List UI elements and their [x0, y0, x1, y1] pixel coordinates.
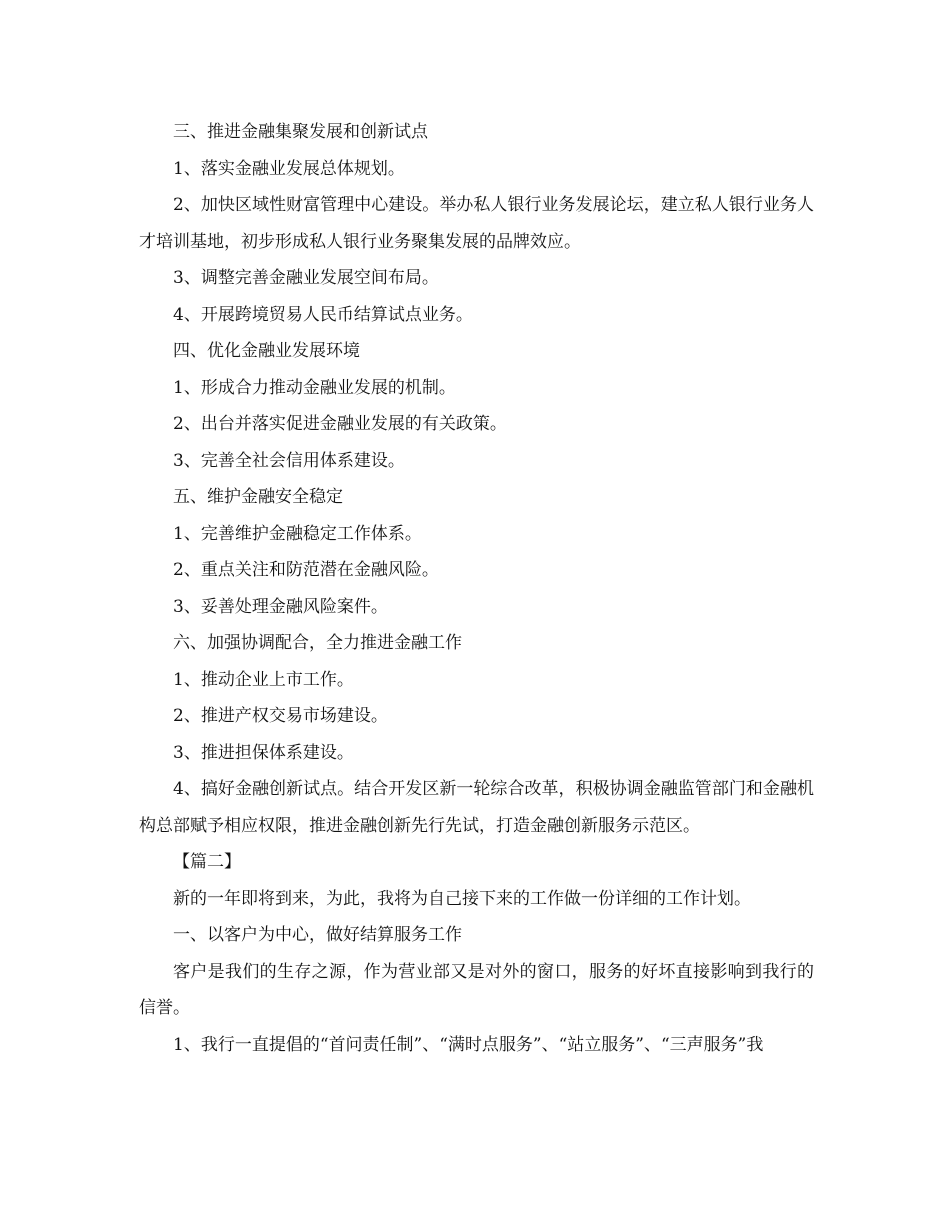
section-heading: 五、维护金融安全稳定: [173, 487, 343, 507]
list-item: 1、落实金融业发展总体规划。: [173, 158, 405, 179]
list-item: 1、我行一直提倡的“首问责任制”、“满时点服务”、“站立服务”、“三声服务”我: [173, 1034, 764, 1055]
list-item: 2、重点关注和防范潜在金融风险。: [173, 560, 439, 580]
list-item: 4、开展跨境贸易人民币结算试点业务。: [173, 304, 473, 325]
list-item: 3、推进担保体系建设。: [173, 742, 354, 763]
list-item: 2、加快区域性财富管理中心建设。举办私人银行业务发展论坛，建立私人银行业务人才培训基地，初步形成私人银行业务聚集发展的品牌效应。: [139, 195, 814, 252]
list-item: 1、推动企业上市工作。: [173, 669, 354, 690]
part-heading: 【篇二】: [173, 852, 241, 872]
section-heading: 四、优化金融业发展环境: [173, 341, 360, 361]
list-item: 1、形成合力推动金融业发展的机制。: [173, 377, 456, 398]
paragraph: 客户是我们的生存之源，作为营业部又是对外的窗口，服务的好坏直接影响到我行的信誉。: [139, 961, 814, 1018]
list-item: 3、完善全社会信用体系建设。: [173, 450, 405, 471]
paragraph: 新的一年即将到来，为此，我将为自己接下来的工作做一份详细的工作计划。: [173, 888, 751, 909]
document-body: [139, 114, 814, 1063]
list-item: 2、出台并落实促进金融业发展的有关政策。: [173, 414, 507, 434]
list-item: 2、推进产权交易市场建设。: [173, 706, 388, 726]
list-item: 4、搞好金融创新试点。结合开发区新一轮综合改革，积极协调金融监管部门和金融机构总部赋予相应权限，推进金融创新先行先试，打造金融创新服务示范区。: [139, 779, 814, 836]
list-item: 3、妥善处理金融风险案件。: [173, 596, 388, 617]
section-heading: 三、推进金融集聚发展和创新试点: [173, 122, 428, 142]
list-item: 3、调整完善金融业发展空间布局。: [173, 268, 439, 288]
list-item: 1、完善维护金融稳定工作体系。: [173, 523, 422, 544]
section-heading: 一、以客户为中心，做好结算服务工作: [173, 925, 462, 945]
section-heading: 六、加强协调配合，全力推进金融工作: [173, 633, 462, 653]
